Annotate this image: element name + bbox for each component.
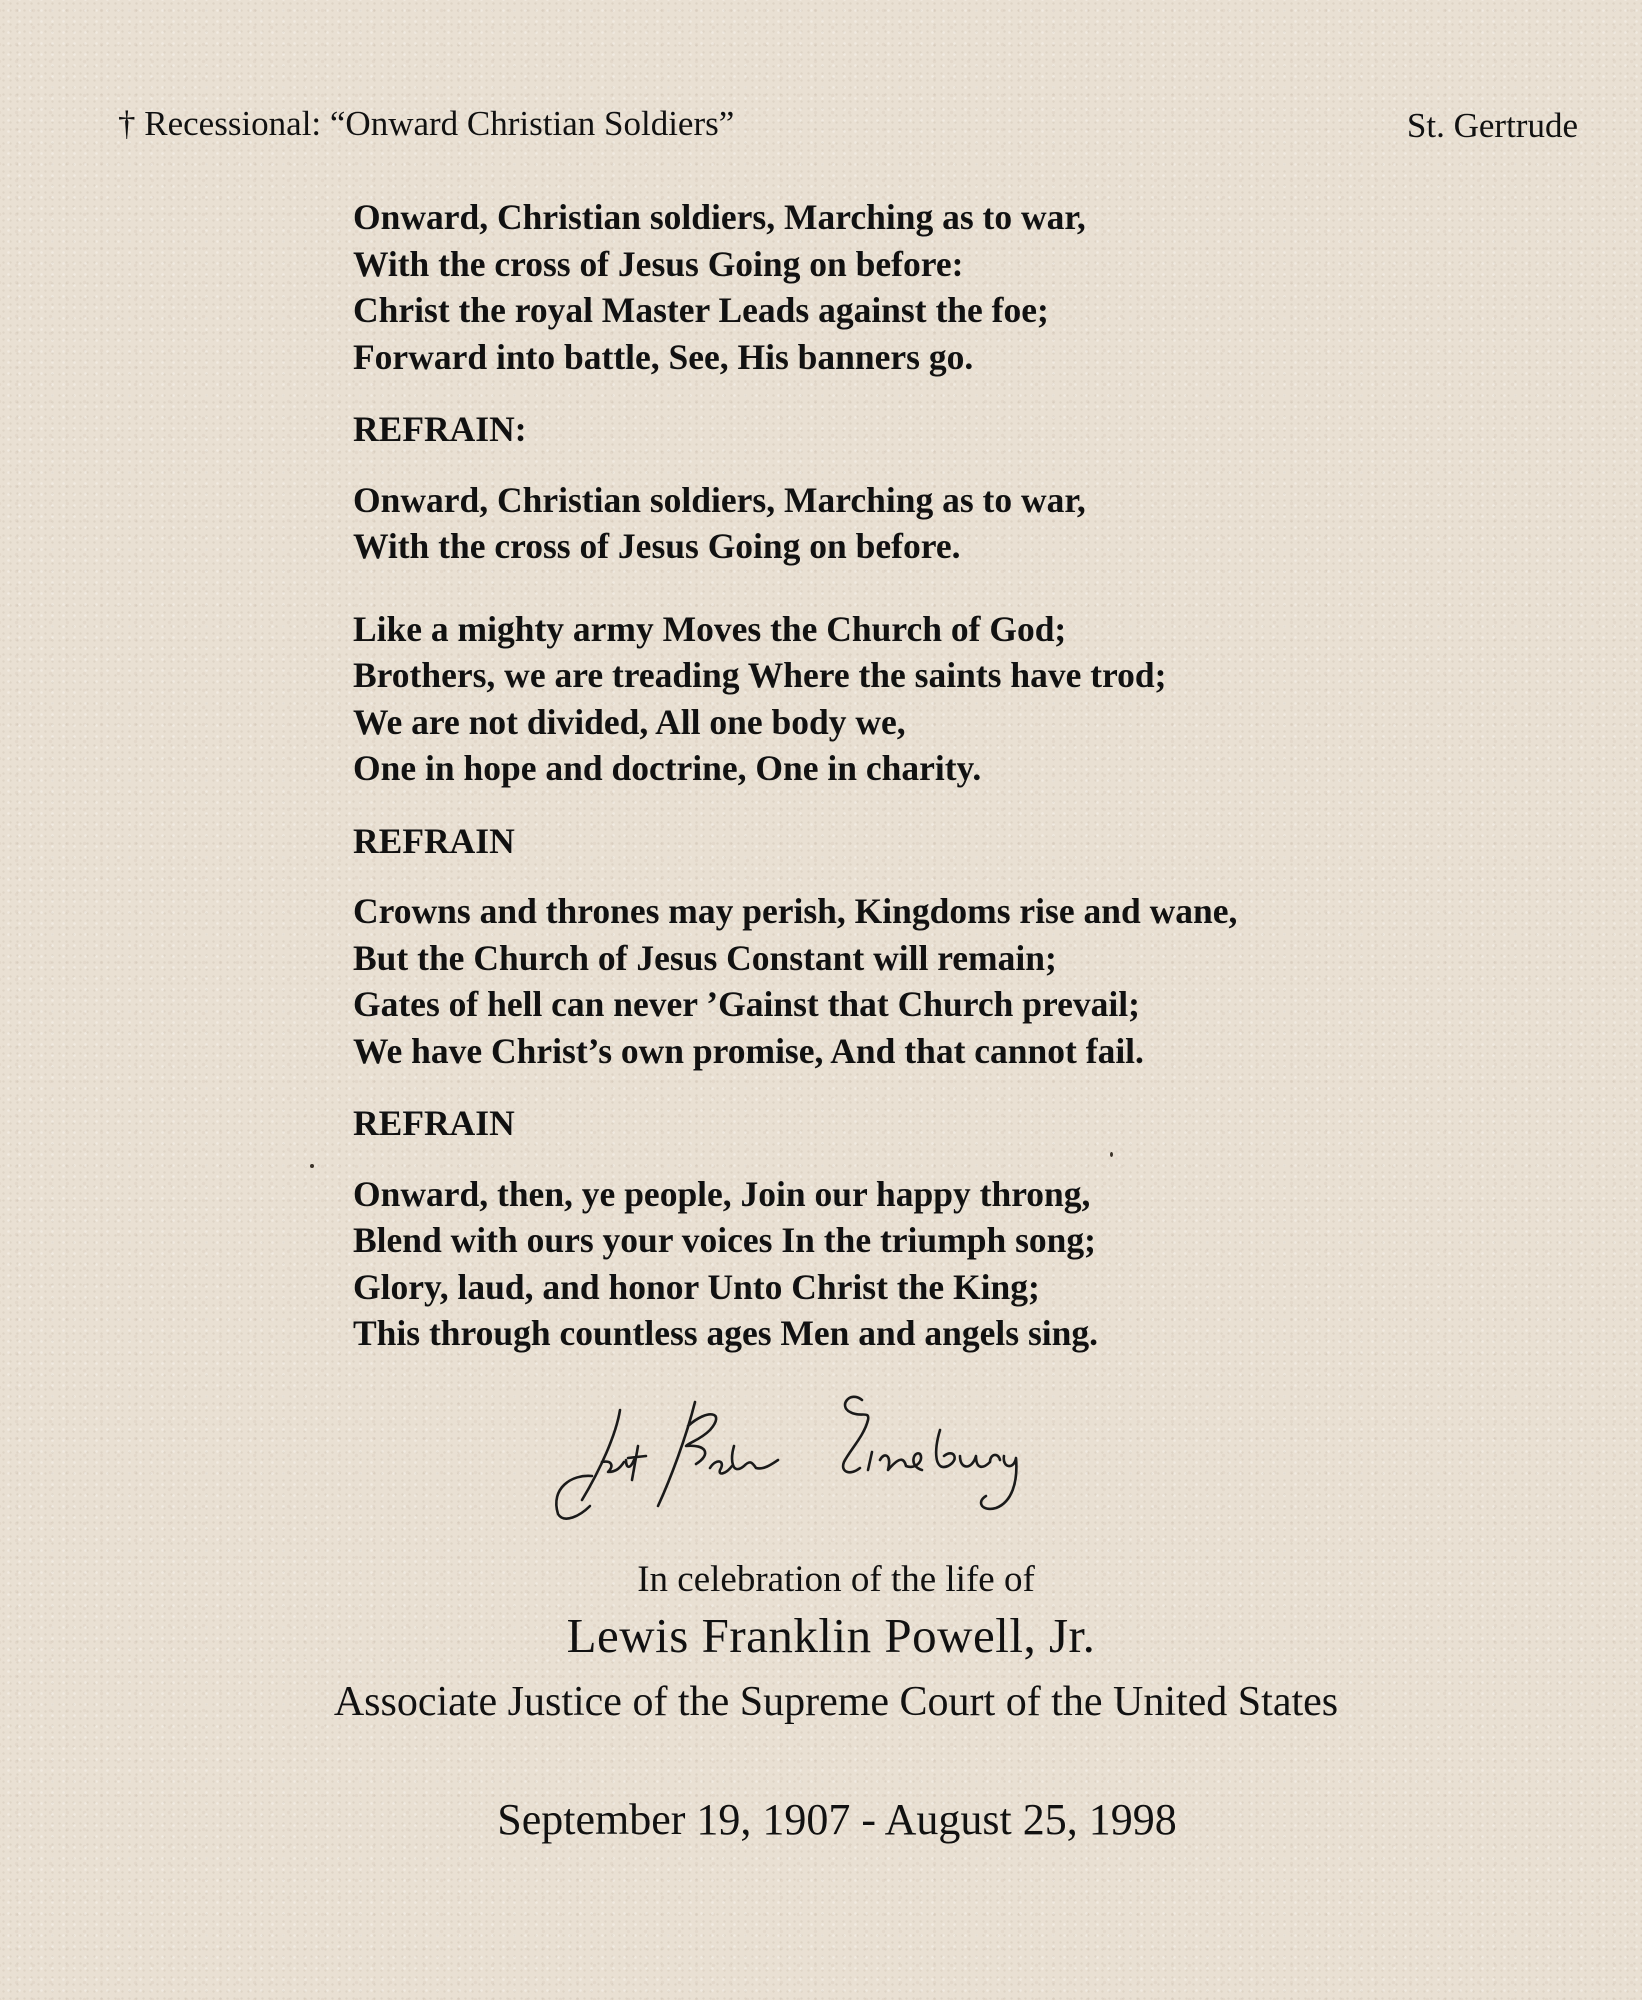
stanza-spacer xyxy=(353,570,1453,606)
stanza-line: We have Christ’s own promise, And that cannot fail. xyxy=(353,1030,1144,1071)
stanza-line: But the Church of Jesus Constant will remain; xyxy=(353,937,1057,978)
honoree-name: Lewis Franklin Powell, Jr. xyxy=(566,1608,1096,1663)
stanza-line: Blend with ours your voices In the triumph song; xyxy=(353,1220,1096,1260)
stanza-line: One in hope and doctrine, One in charity. xyxy=(353,748,982,788)
paper-speck xyxy=(1110,1152,1113,1157)
stanza-line: Gates of hell can never ’Gainst that Church prevail; xyxy=(353,984,1140,1024)
stanza-line: Onward, then, ye people, Join our happy throng, xyxy=(353,1173,1091,1214)
refrain-label: REFRAIN xyxy=(353,820,515,861)
hymn-tune-name: St. Gertrude xyxy=(1406,106,1578,145)
honoree-title: Associate Justice of the Supreme Court of the United States xyxy=(333,1679,1339,1725)
refrain-text xyxy=(353,477,1453,570)
stanza-line: Crowns and thrones may perish, Kingdoms rise and wane, xyxy=(353,891,1238,931)
stanza-3 xyxy=(353,888,1453,1074)
stanza-line: Forward into battle, See, His banners go. xyxy=(353,336,974,377)
refrain-line: Onward, Christian soldiers, Marching as to war, xyxy=(353,479,1086,520)
stanza-line: With the cross of Jesus Going on before: xyxy=(353,243,964,284)
stanza-line: Christ the royal Master Leads against the foe; xyxy=(353,290,1049,330)
stanza-1 xyxy=(353,194,1453,380)
stanza-line: Like a mighty army Moves the Church of God; xyxy=(353,608,1067,649)
stanza-line: Brothers, we are treading Where the saints have trod; xyxy=(353,655,1167,695)
stanza-line: Onward, Christian soldiers, Marching as to war, xyxy=(353,197,1086,237)
celebration-line: In celebration of the life of xyxy=(637,1559,1035,1600)
refrain-label: REFRAIN: xyxy=(353,409,527,449)
refrain-label: REFRAIN xyxy=(353,1103,515,1143)
stanza-4 xyxy=(353,1171,1453,1357)
hymn-text xyxy=(353,194,1453,1357)
recessional-title: † Recessional: “Onward Christian Soldiers” xyxy=(118,104,735,143)
handwritten-signature xyxy=(520,1390,1080,1530)
refrain-line: With the cross of Jesus Going on before. xyxy=(353,526,961,566)
paper-speck xyxy=(310,1164,314,1168)
stanza-2 xyxy=(353,606,1453,792)
stanza-line: This through countless ages Men and angels sing. xyxy=(353,1313,1098,1353)
stanza-line: We are not divided, All one body we, xyxy=(353,701,906,742)
stanza-line: Glory, laud, and honor Unto Christ the King; xyxy=(353,1266,1040,1307)
life-dates: September 19, 1907 - August 25, 1998 xyxy=(497,1795,1177,1844)
